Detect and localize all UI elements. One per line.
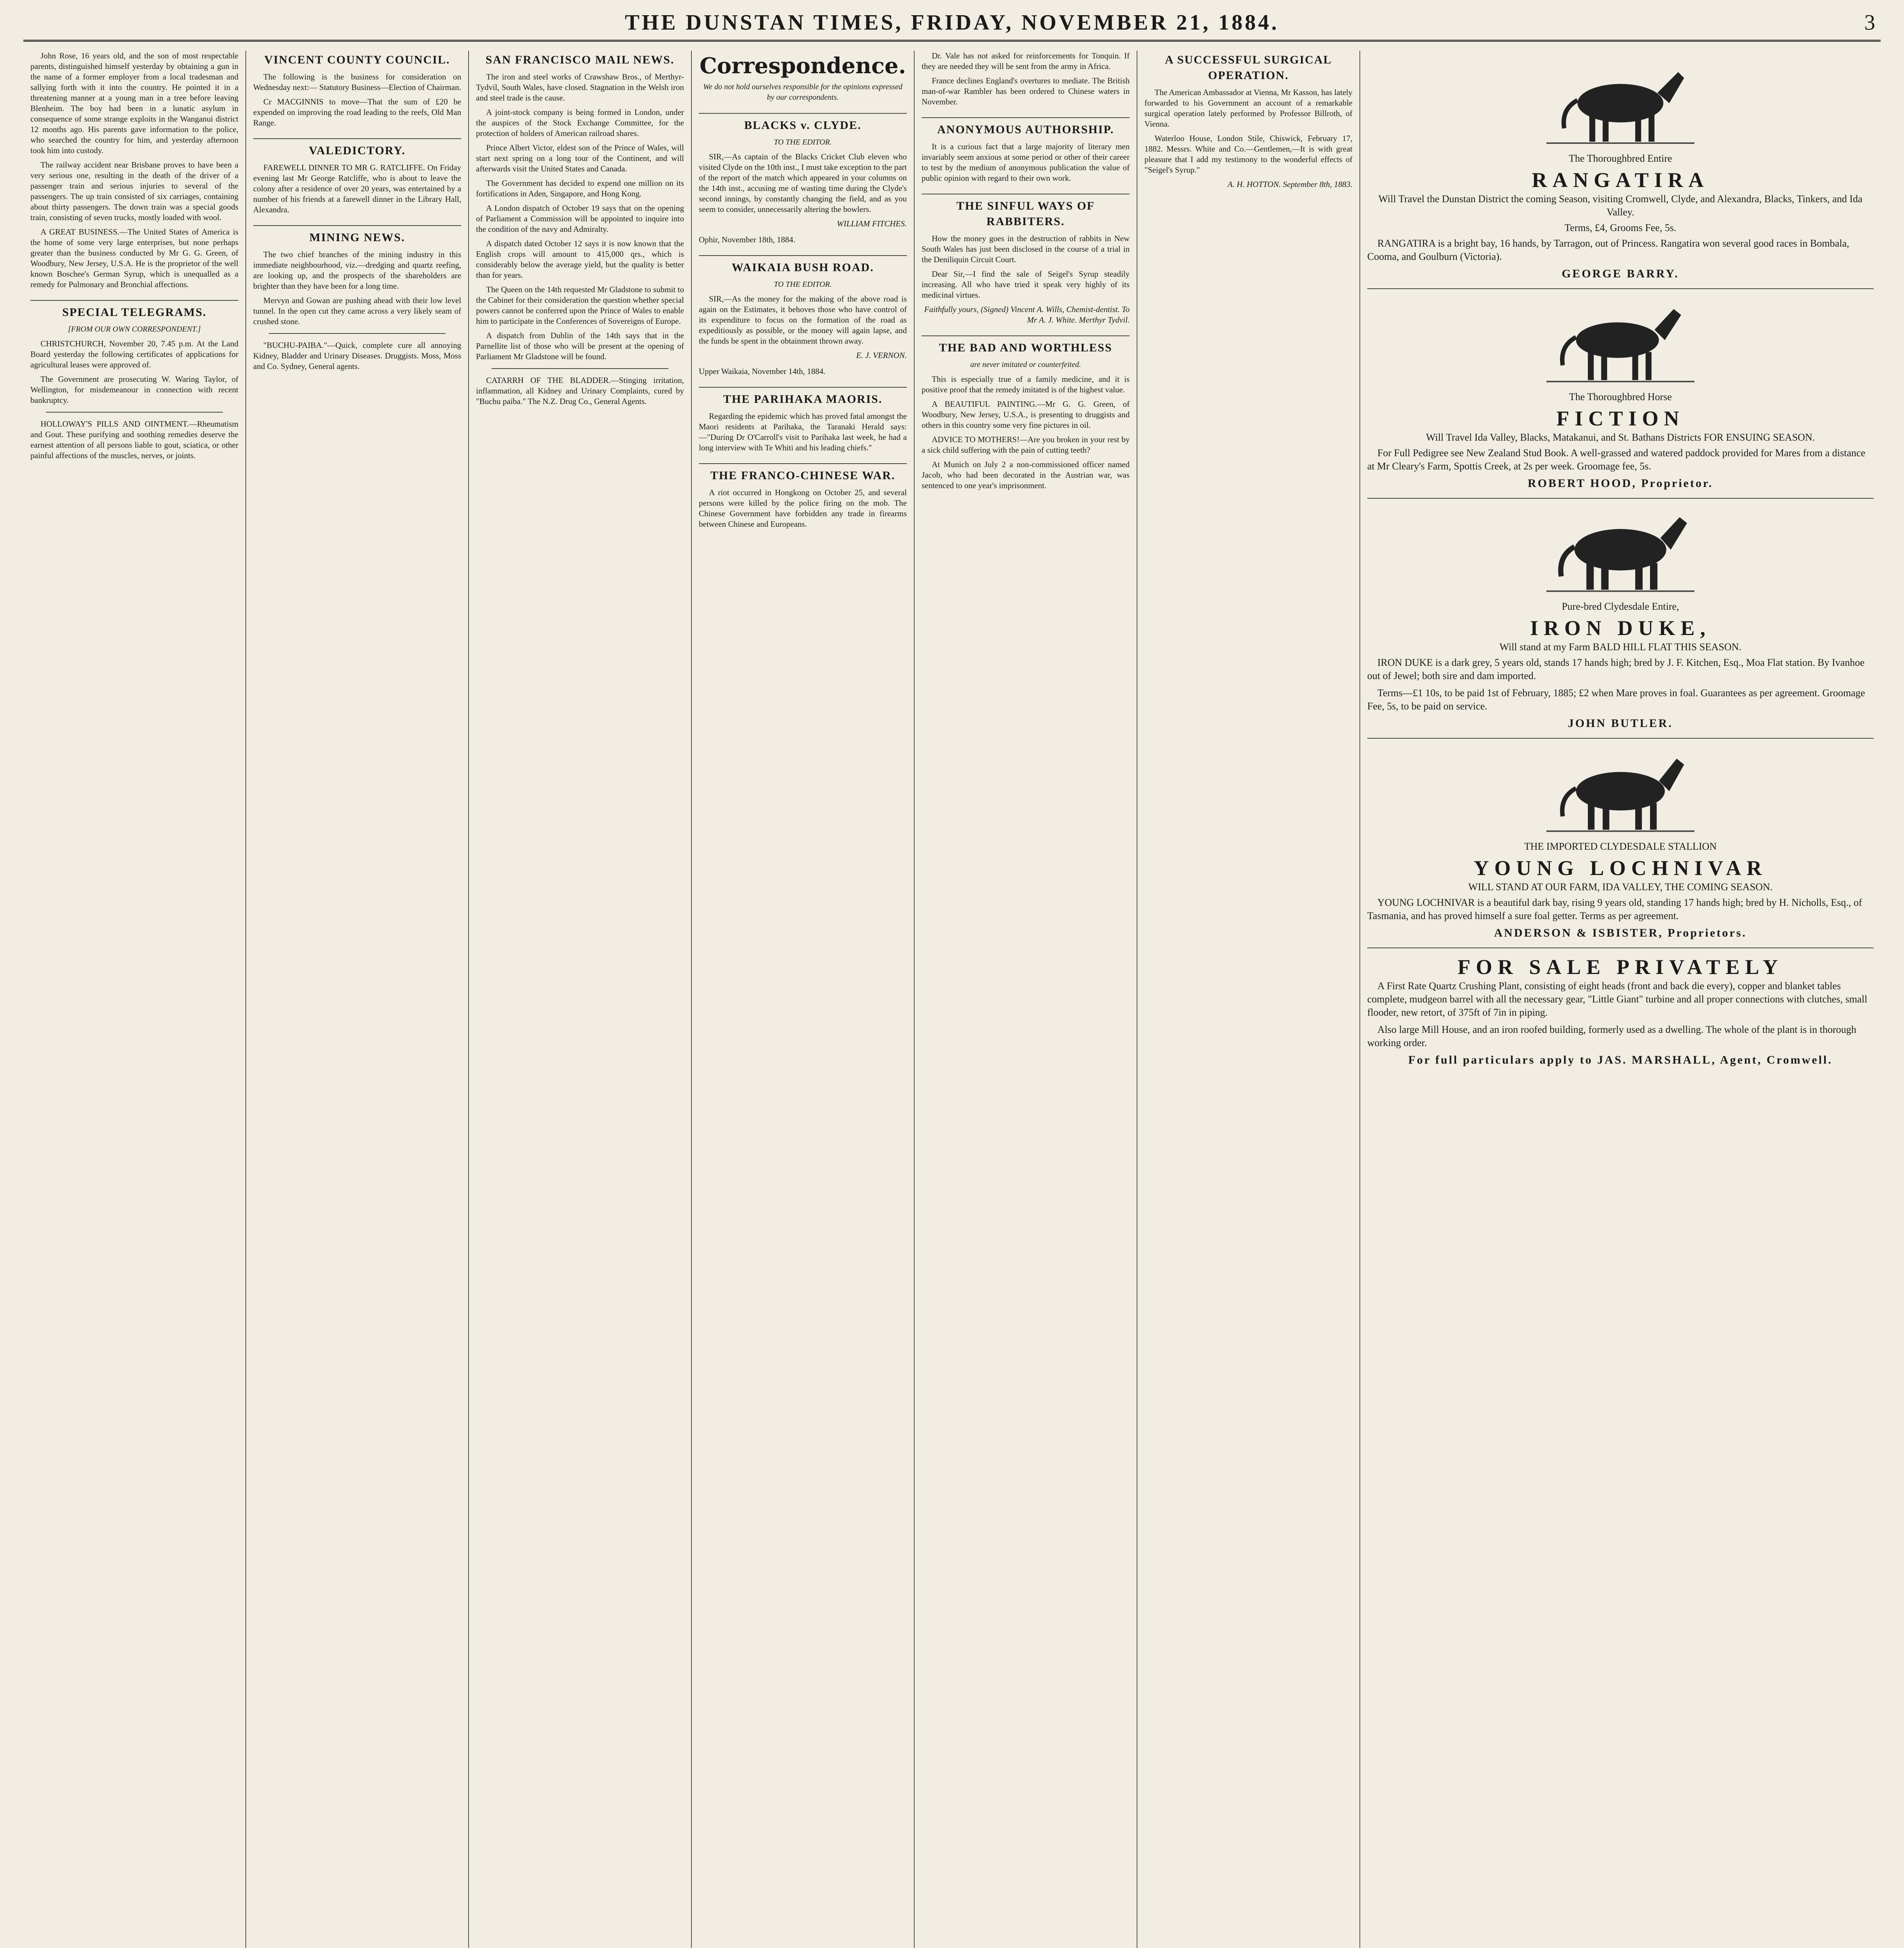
advert-rangatira (1367, 51, 1874, 281)
letter-dateline: Upper Waikaia, November 14th, 1884. (699, 367, 826, 376)
section-heading: THE FRANCO-CHINESE WAR. (699, 463, 907, 483)
advertisement-paragraph: A BEAUTIFUL PAINTING.—Mr G. G. Green, of Woodbury, New Jersey, U.S.A., is presenting to druggists and others in this country some very fine pictures in oil. (922, 399, 1130, 430)
divider (46, 412, 223, 413)
section-heading: VINCENT COUNTY COUNCIL. (264, 53, 450, 66)
letter-signature: E. J. VERNON. (856, 351, 907, 360)
article-paragraph: The two chief branches of the mining industry in this immediate neighbourhood, viz.—dredging and quartz reefing, are looking up, and the prospects of the shareholders are brighter than they have been for a long time. (253, 250, 461, 291)
advert-fiction (1367, 288, 1874, 490)
article-paragraph: Cr MACGINNIS to move—That the sum of £20 be expended on improving the road leading to the reefs, Old Man Range. (253, 97, 461, 127)
article-paragraph: CHRISTCHURCH, November 20, 7.45 p.m. At the Land Board yesterday the following certificates of applications for agricultural leases were approved of. (30, 339, 238, 369)
article-paragraph: FAREWELL DINNER TO MR G. RATCLIFFE. On Friday evening last Mr George Ratcliffe, who is about to leave the colony after a residence of over 20 years, was entertained by a number of his friends at a farewell dinner in the Library Hall, Alexandra. (253, 163, 461, 214)
column-5 (915, 51, 1137, 1948)
section-heading: THE SINFUL WAYS OF RABBITERS. (922, 194, 1130, 229)
advert-young-lochnivar (1367, 738, 1874, 940)
advert-title: FOR SALE PRIVATELY (1457, 955, 1784, 979)
advert-intro: The Thoroughbred Horse (1569, 391, 1672, 402)
article-paragraph: The Queen on the 14th requested Mr Gladstone to submit to the Cabinet for their consideration the question whether special powers cannot be conferred upon the Prince of Wales to enable him to participate in the Conferences of Sovereigns of Europe. (476, 285, 684, 326)
article-paragraph: At Munich on July 2 a non-commissioned officer named Jacob, who had been decorated in the Austrian war, was sentenced to one year's imprisonment. (922, 460, 1130, 490)
advertisement-paragraph: "BUCHU-PAIBA."—Quick, complete cure all annoying Kidney, Bladder and Urinary Diseases. Druggists. Moss, Moss and Co. Sydney, General agents. (253, 341, 461, 371)
horse-illustration-icon (1546, 745, 1694, 835)
advert-intro: Pure-bred Clydesdale Entire, (1562, 601, 1679, 612)
letter-paragraph: SIR,—As the money for the making of the above road is again on the Estimates, it behoves those who have control of its expenditure to focus on the formation of the road as expeditiously as possible, or the money will again lapse, and the funds be spent in the obtainment thrown away. (699, 294, 907, 346)
section-subheading: are never imitated or counterfeited. (970, 360, 1081, 369)
masthead (23, 8, 1881, 42)
advert-owner: GEORGE BARRY. (1562, 267, 1679, 280)
divider (269, 333, 446, 334)
advert-terms: Terms—£1 10s, to be paid 1st of February, 1885; £2 when Mare proves in foal. Guarantees as per agreement. Groomage Fee, 5s, to be paid on service. (1367, 687, 1865, 712)
section-heading: SPECIAL TELEGRAMS. (30, 300, 238, 320)
horse-illustration-icon (1546, 295, 1694, 385)
article-paragraph: A GREAT BUSINESS.—The United States of America is the home of some very large enterprises, but none perhaps greater than the business conducted by Mr G. G. Green, of Woodbury, New Jersey, U.S.A. He is the proprietor of the well known Boschee's German Syrup, which is unequalled as a remedy for Pulmonary and Bronchial affections. (30, 227, 238, 289)
column-7-advertisements (1360, 51, 1881, 1948)
advert-intro: The Thoroughbred Entire (1569, 153, 1672, 164)
advert-body: For Full Pedigree see New Zealand Stud Book. A well-grassed and watered paddock provided for Mares from a distance at Mr Cleary's Farm, Spottis Creek, at 2s per week. Groomage fee, 5s. (1367, 447, 1865, 472)
advert-intro: THE IMPORTED CLYDESDALE STALLION (1524, 841, 1717, 852)
article-paragraph: A London dispatch of October 19 says that on the opening of Parliament a Commission will be appointed to inquire into the condition of the navy and Admiralty. (476, 203, 684, 234)
section-heading: VALEDICTORY. (253, 138, 461, 159)
correspondence-disclaimer: We do not hold ourselves responsible for the opinions expressed by our correspondents. (703, 83, 903, 102)
advert-text: Will Travel Ida Valley, Blacks, Matakanui, and St. Bathans Districts FOR ENSUING SEASON. (1426, 432, 1815, 443)
advert-for-sale (1367, 948, 1874, 1067)
article-paragraph: The Government has decided to expend one million on its fortifications in Aden, Singapore, and Hong Kong. (476, 178, 684, 198)
article-paragraph: The iron and steel works of Crawshaw Bros., of Merthyr-Tydvil, South Wales, have closed. Stagnation in the Welsh iron and steel trade is the cause. (476, 72, 684, 102)
advert-body: YOUNG LOCHNIVAR is a beautiful dark bay, rising 9 years old, standing 17 hands high; bred by H. Nicholls, Esq., of Tasmania, and has proved himself a sure foal getter. Terms as per agreement. (1367, 897, 1862, 921)
advert-body: RANGATIRA is a bright bay, 16 hands, by Tarragon, out of Princess. Rangatira won several good races in Bombala, Cooma, and Goulburn (Victoria). (1367, 238, 1849, 262)
article-paragraph: A dispatch from Dublin of the 14th says that in the Parnellite list of those who will be present at the opening of Parliament Mr Gladstone will be found. (476, 331, 684, 361)
section-heading: THE BAD AND WORTHLESS (922, 335, 1130, 356)
article-paragraph: How the money goes in the destruction of rabbits in New South Wales has just been disclosed in the course of a trial in the Deniliquin Circuit Court. (922, 234, 1130, 264)
advert-title: IRON DUKE, (1530, 616, 1711, 640)
advertisement-paragraph: ADVICE TO MOTHERS!—Are you broken in your rest by a sick child suffering with the pain of cutting teeth? (922, 435, 1130, 455)
advert-owner: For full particulars apply to JAS. MARSHALL, Agent, Cromwell. (1408, 1053, 1833, 1066)
column-3 (469, 51, 692, 1948)
article-paragraph: A joint-stock company is being formed in London, under the auspices of the Stock Exchange Committee, for the protection of holders of American railroad shares. (476, 108, 684, 138)
column-2 (246, 51, 469, 1948)
column-1 (23, 51, 246, 1948)
article-paragraph: This is especially true of a family medicine, and it is positive proof that the remedy imitated is of the highest value. (922, 374, 1130, 394)
section-heading: MINING NEWS. (253, 225, 461, 245)
section-heading: SAN FRANCISCO MAIL NEWS. (485, 53, 675, 66)
advert-terms: Terms, £4, Grooms Fee, 5s. (1564, 222, 1677, 233)
testimonial-signature: A. H. HOTTON. September 8th, 1883. (1227, 180, 1352, 189)
column-4 (692, 51, 915, 1948)
masthead-title: THE DUNSTAN TIMES, FRIDAY, NOVEMBER 21, 1884. (625, 11, 1279, 35)
advert-iron-duke (1367, 498, 1874, 730)
advert-body: A First Rate Quartz Crushing Plant, consisting of eight heads (front and back die every), copper and blanket tables complete, mudgeon barrel with all the necessary gear, "Little Giant" turbine and all proper connections with clutches, small flooder, new retort, of 375ft of 7in in piping. (1367, 980, 1867, 1018)
column-6 (1137, 51, 1360, 1948)
section-heading: ANONYMOUS AUTHORSHIP. (922, 117, 1130, 138)
testimonial-signature: Faithfully yours, (Signed) Vincent A. Wills, Chemist-dentist. To Mr A. J. White. Merthyr Tydvil. (924, 305, 1130, 325)
testimonial-letter: Waterloo House, London Stile, Chiswick, February 17, 1882. Messrs. White and Co.—Gentlemen,—It is with great pleasure that I add my testimony to the wonderful effects of "Seigel's Syrup." (1144, 134, 1352, 175)
advertisement-paragraph: HOLLOWAY'S PILLS AND OINTMENT.—Rheumatism and Gout. These purifying and soothing remedies deserve the earnest attention of all persons liable to gout, sciatica, or other painful affections of the muscles, nerves, or joints. (30, 419, 238, 460)
article-paragraph: France declines England's overtures to mediate. The British man-of-war Rambler has been ordered to Chinese waters in November. (922, 76, 1130, 106)
advert-text: Will stand at my Farm BALD HILL FLAT THIS SEASON. (1499, 641, 1742, 653)
correspondence-heading: Correspondence. (699, 53, 906, 79)
article-paragraph: Prince Albert Victor, eldest son of the Prince of Wales, will start next spring on a long tour of the Continent, and will afterwards visit the United States and Canada. (476, 143, 684, 173)
section-subheading: TO THE EDITOR. (774, 138, 832, 146)
letter-paragraph: SIR,—As captain of the Blacks Cricket Club eleven who visited Clyde on the 10th inst., I must take exception to the part of the report of the match which appeared in your columns on the 14th inst., accusing me of wasting time during the Clyde's second innings, by constantly changing the field, and as you seem to consider, unnecessarily altering the bowlers. (699, 152, 907, 214)
section-subheading: TO THE EDITOR. (774, 280, 832, 289)
advert-owner: ROBERT HOOD, Proprietor. (1527, 477, 1714, 490)
article-paragraph: Regarding the epidemic which has proved fatal amongst the Maori residents at Parihaka, the Taranaki Herald says:—"During Dr O'Carroll's visit to Parihaka last week, he had a long interview with Te Whiti and his leading chiefs." (699, 411, 907, 452)
advert-body: Also large Mill House, and an iron roofed building, formerly used as a dwelling. The whole of the plant is in thorough working order. (1367, 1024, 1856, 1048)
advert-owner: ANDERSON & ISBISTER, Proprietors. (1494, 926, 1747, 939)
horse-illustration-icon (1546, 57, 1694, 146)
advert-title: RANGATIRA (1532, 168, 1709, 192)
page-number: 3 (1864, 11, 1878, 35)
article-paragraph: John Rose, 16 years old, and the son of most respectable parents, distinguished himself yesterday by obtaining a gun in the name of a former employer from a local tradesman and sallying forth with it into the country. He pointed it in a threatening manner at a young man in a tree before leaving Blenheim. The boy had been in a lunatic asylum in consequence of some strange exploits in the Wanganui district 12 months ago. His parents gave information to the police, who searched the country for him, and yesterday afternoon took him into custody. (30, 51, 238, 155)
advert-title: YOUNG LOCHNIVAR (1474, 856, 1767, 880)
article-paragraph: The railway accident near Brisbane proves to have been a very serious one, resulting in the death of the driver of a passenger train and serious injuries to several of the passengers. The up train consisted of six carriages, containing about thirty passengers. The down train was a special goods train, consisting of seven trucks, mostly loaded with wool. (30, 160, 238, 222)
section-subheading: [FROM OUR OWN CORRESPONDENT.] (68, 325, 201, 333)
section-heading: WAIKAIA BUSH ROAD. (699, 255, 907, 275)
section-heading: THE PARIHAKA MAORIS. (699, 387, 907, 407)
advert-text: Will Travel the Dunstan District the coming Season, visiting Cromwell, Clyde, and Alexandra, Blacks, Tinkers, and Ida Valley. (1378, 193, 1863, 218)
article-paragraph: It is a curious fact that a large majority of literary men invariably seem anxious at some period or other of their career to test by the medium of anonymous publication the value of public opinion with regard to their own work. (922, 142, 1130, 183)
advert-owner: JOHN BUTLER. (1568, 717, 1673, 730)
advert-title: FICTION (1556, 407, 1685, 430)
testimonial-letter: Dear Sir,—I find the sale of Seigel's Syrup steadily increasing. All who have tried it speak very highly of its medicinal virtues. (922, 269, 1130, 300)
section-heading: BLACKS v. CLYDE. (699, 113, 907, 133)
letter-dateline: Ophir, November 18th, 1884. (699, 235, 795, 244)
advert-body: IRON DUKE is a dark grey, 5 years old, stands 17 hands high; bred by J. F. Kitchen, Esq., Moa Flat station. By Ivanhoe out of Jewel; both sire and dam imported. (1367, 657, 1865, 681)
letter-signature: WILLIAM FITCHES. (837, 219, 907, 228)
article-paragraph: A riot occurred in Hongkong on October 25, and several persons were killed by the police firing on the mob. The Chinese Government have forbidden any trade in firearms between Chinese and Europeans. (699, 488, 907, 529)
advertisement-paragraph: CATARRH OF THE BLADDER.—Stinging irritation, inflammation, all Kidney and Urinary Complaints, cured by "Buchu paiba." The N.Z. Drug Co., General Agents. (476, 376, 684, 406)
horse-illustration-icon (1546, 505, 1694, 595)
article-paragraph: The Government are prosecuting W. Waring Taylor, of Wellington, for misdemeanour in connection with recent bankruptcy. (30, 374, 238, 405)
advert-text: WILL STAND AT OUR FARM, IDA VALLEY, THE COMING SEASON. (1468, 881, 1773, 893)
article-paragraph: Dr. Vale has not asked for reinforcements for Tonquin. If they are needed they will be sent from the army in Africa. (922, 51, 1130, 71)
divider (492, 368, 668, 369)
section-heading: A SUCCESSFUL SURGICAL OPERATION. (1165, 53, 1332, 82)
article-paragraph: A dispatch dated October 12 says it is now known that the English crops will amount to 415,000 qrs., which is considerably below the average yield, but the quality is better than for years. (476, 239, 684, 280)
article-paragraph: The American Ambassador at Vienna, Mr Kasson, has lately forwarded to his Government an account of a remarkable surgical operation lately performed by Professor Billroth, of Vienna. (1144, 88, 1352, 129)
article-paragraph: Mervyn and Gowan are pushing ahead with their low level tunnel. In the open cut they came across a very likely seam of crushed stone. (253, 296, 461, 326)
article-paragraph: The following is the business for consideration on Wednesday next:— Statutory Business—Election of Chairman. (253, 72, 461, 92)
